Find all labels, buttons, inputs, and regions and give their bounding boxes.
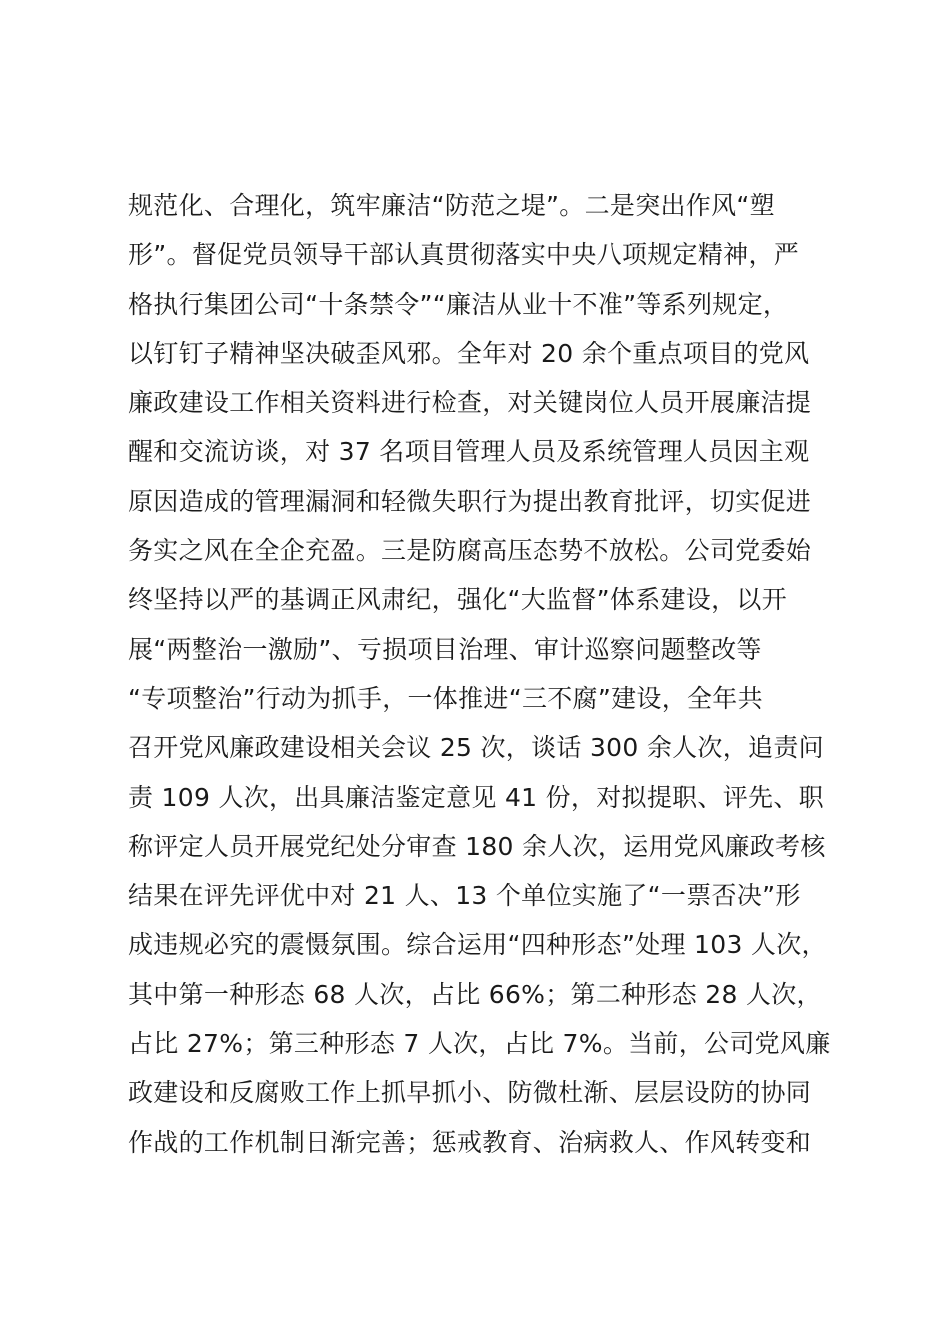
text-line-20: 作战的工作机制日渐完善；惩戒教育、治病救人、作风转变和 xyxy=(128,1127,812,1157)
text-line-13: 责 109 人次，出具廉洁鉴定意见 41 份，对拟提职、评先、职 xyxy=(128,782,824,812)
text-line-14: 称评定人员开展党纪处分审查 180 余人次，运用党风廉政考核 xyxy=(128,831,826,861)
text-line-7: 原因造成的管理漏洞和轻微失职行为提出教育批评，切实促进 xyxy=(128,486,812,516)
body-paragraph xyxy=(128,181,858,1167)
text-line-9: 终坚持以严的基调正风肃纪，强化“大监督”体系建设，以开 xyxy=(128,585,788,615)
text-line-15: 结果在评先评优中对 21 人、13 个单位实施了“一票否决”形 xyxy=(128,881,801,911)
text-line-11: “专项整治”行动为抓手，一体推进“三不腐”建设，全年共 xyxy=(128,683,763,713)
text-line-5: 廉政建设工作相关资料进行检查，对关键岗位人员开展廉洁提 xyxy=(128,388,812,418)
text-line-8: 务实之风在全企充盈。三是防腐高压态势不放松。公司党委始 xyxy=(128,536,812,566)
text-line-6: 醒和交流访谈，对 37 名项目管理人员及系统管理人员因主观 xyxy=(128,437,810,467)
text-line-10: 展“两整治一激励”、亏损项目治理、审计巡察问题整改等 xyxy=(128,634,762,664)
text-line-3: 格执行集团公司“十条禁令”“廉洁从业十不准”等系列规定， xyxy=(128,289,789,319)
text-line-2: 形”。督促党员领导干部认真贯彻落实中央八项规定精神，严 xyxy=(128,240,800,270)
text-line-12: 召开党风廉政建设相关会议 25 次，谈话 300 余人次，追责问 xyxy=(128,733,824,763)
text-line-16: 成违规必究的震慑氛围。综合运用“四种形态”处理 103 人次， xyxy=(128,930,827,960)
text-line-18: 占比 27%；第三种形态 7 人次，占比 7%。当前，公司党风廉 xyxy=(128,1029,831,1059)
text-line-4: 以钉钉子精神坚决破歪风邪。全年对 20 余个重点项目的党风 xyxy=(128,338,810,368)
text-line-17: 其中第一种形态 68 人次，占比 66%；第二种形态 28 人次， xyxy=(128,979,822,1009)
text-line-1: 规范化、合理化，筑牢廉洁“防范之堤”。二是突出作风“塑 xyxy=(128,191,775,220)
text-line-19: 政建设和反腐败工作上抓早抓小、防微杜渐、层层设防的协同 xyxy=(128,1078,812,1108)
